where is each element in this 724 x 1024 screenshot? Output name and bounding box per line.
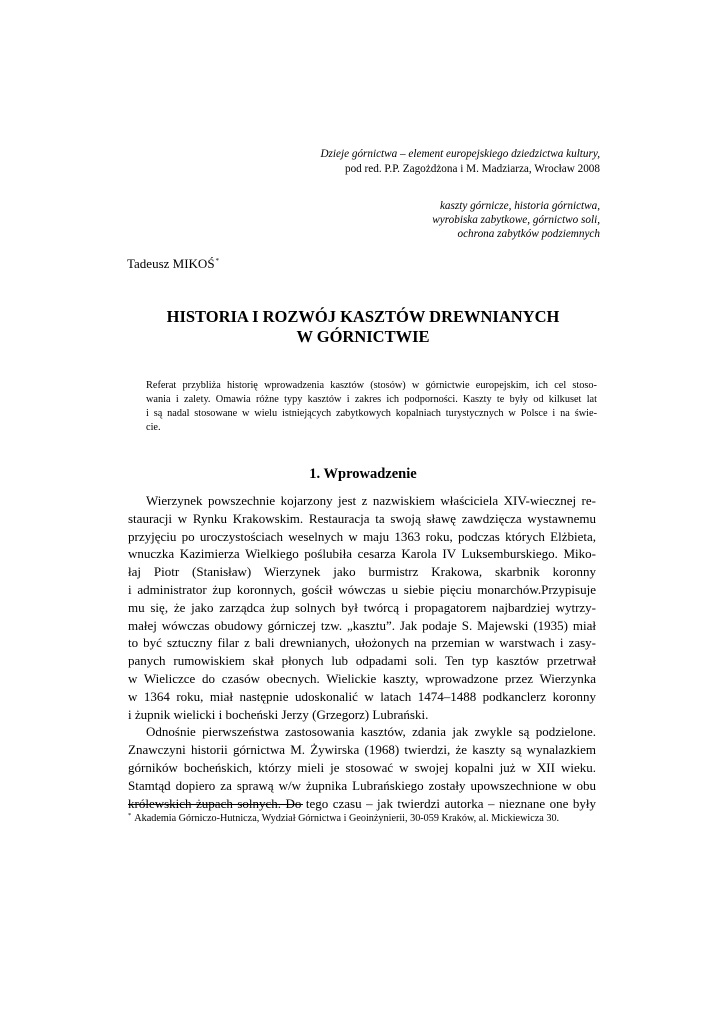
body-line: panych rumowiskiem skał płonych lub odpadami soli. Ten typ kasztów przetrwał (128, 653, 596, 669)
keywords-line: wyrobiska zabytkowe, górnictwo soli, (432, 214, 600, 226)
body-line: królewskich żupach solnych. Do tego czasu – jak twierdzi autorka – nieznane one były (128, 795, 596, 811)
source-line-1: Dzieje górnictwa – element europejskiego dziedzictwa kultury, (320, 148, 600, 160)
body-line: w 1364 roku, miał następnie udoskonalić w latach 1474–1488 podkanclerz koronny (128, 688, 596, 704)
body-line: mu się, że jako zarządca żup solnych był twórcą i propagatorem najbardziej wytrzy- (128, 599, 596, 615)
source-line-2: pod red. P.P. Zagożdżona i M. Madziarza, Wrocław 2008 (344, 163, 600, 175)
footnote-mark: * (128, 811, 132, 819)
body-line: górników bocheńskich, którzy mieli je stosować w swojej kopalni już w XII wieku. (128, 759, 596, 775)
body-line: stauracji w Rynku Krakowskim. Restauracja ta swoją sławę zawdzięcza wystawnemu (128, 510, 596, 526)
footnote (128, 812, 598, 825)
abstract-line: i są nadal stosowane w wielu istniejących zabytkowych kopalniach turystycznych w Polsce i na świe- (146, 408, 597, 419)
section-heading: 1. Wprowadzenie (309, 466, 417, 482)
title-line-1: HISTORIA I ROZWÓJ KASZTÓW DREWNIANYCH (166, 307, 560, 326)
author-name: Tadeusz MIKOŚ (127, 256, 215, 271)
body-line: w Wieliczce do czasów obecnych. Wielickie kaszty, wprowadzone przez Wierzynka (128, 670, 596, 686)
body-line: łaj Piotr (Stanisław) Wierzynek jako burmistrz Krakowa, skarbnik koronny (128, 564, 596, 580)
keywords-line: kaszty górnicze, historia górnictwa, (439, 200, 600, 212)
abstract-line: wania i zalety. Omawia różne typy kasztów i zakres ich podporności. Kaszty te były od kilkuset lat (146, 394, 597, 405)
body-line: Wierzynek powszechnie kojarzony jest z nazwiskiem właściciela XIV-wiecznej re- (146, 493, 596, 508)
body-line: Odnośnie pierwszeństwa zastosowania kasztów, zdania jak zwykle są podzielone. (146, 724, 596, 740)
body-line: to być sztuczny filar z bali drewnianych, ułożonych na przemian w warstwach i zasy- (128, 635, 596, 651)
body-line: Znawczyni historii górnictwa M. Żywirska (1968) twierdzi, że kaszty są wynalazkiem (128, 742, 596, 758)
body-line: i administrator żup koronnych, gościł wówczas u siebie pięciu monarchów.Przypisuje (128, 581, 596, 597)
body-text (128, 492, 596, 812)
footnote-divider (128, 804, 303, 805)
title-line-2: W GÓRNICTWIE (296, 327, 430, 346)
keywords-line: ochrona zabytków podziemnych (457, 228, 600, 240)
body-line: małej wówczas obudowy górniczej tzw. „kasztu”. Jak podaje S. Majewski (1935) miał (128, 617, 596, 633)
body-line: wnuczka Kazimierza Wielkiego poślubiła cesarza Karola IV Luksemburskiego. Miko- (128, 546, 596, 562)
abstract-line: cie. (146, 422, 161, 433)
keywords-block (180, 199, 600, 241)
source-citation (180, 147, 600, 177)
abstract-line: Referat przybliża historię wprowadzenia kasztów (stosów) w górnictwie europejskim, ich cel stoso- (146, 380, 597, 391)
body-line: przyjęciu po uroczystościach weselnych w maju 1363 roku, podczas których Elżbieta, (128, 528, 596, 544)
footnote-text: Akademia Górniczo-Hutnicza, Wydział Górnictwa i Geoinżynierii, 30-059 Kraków, al. Mickiewicza 30. (134, 813, 560, 824)
paper-title (100, 307, 626, 347)
abstract (146, 379, 597, 435)
author-footnote-mark: * (215, 256, 220, 265)
body-line: Stamtąd dopiero za sprawą w/w żupnika Lubrańskiego zostały upowszechnione w obu (128, 777, 596, 793)
author (127, 256, 219, 272)
body-line: i żupnik wielicki i bocheński Jerzy (Grzegorz) Lubrański. (128, 706, 429, 722)
